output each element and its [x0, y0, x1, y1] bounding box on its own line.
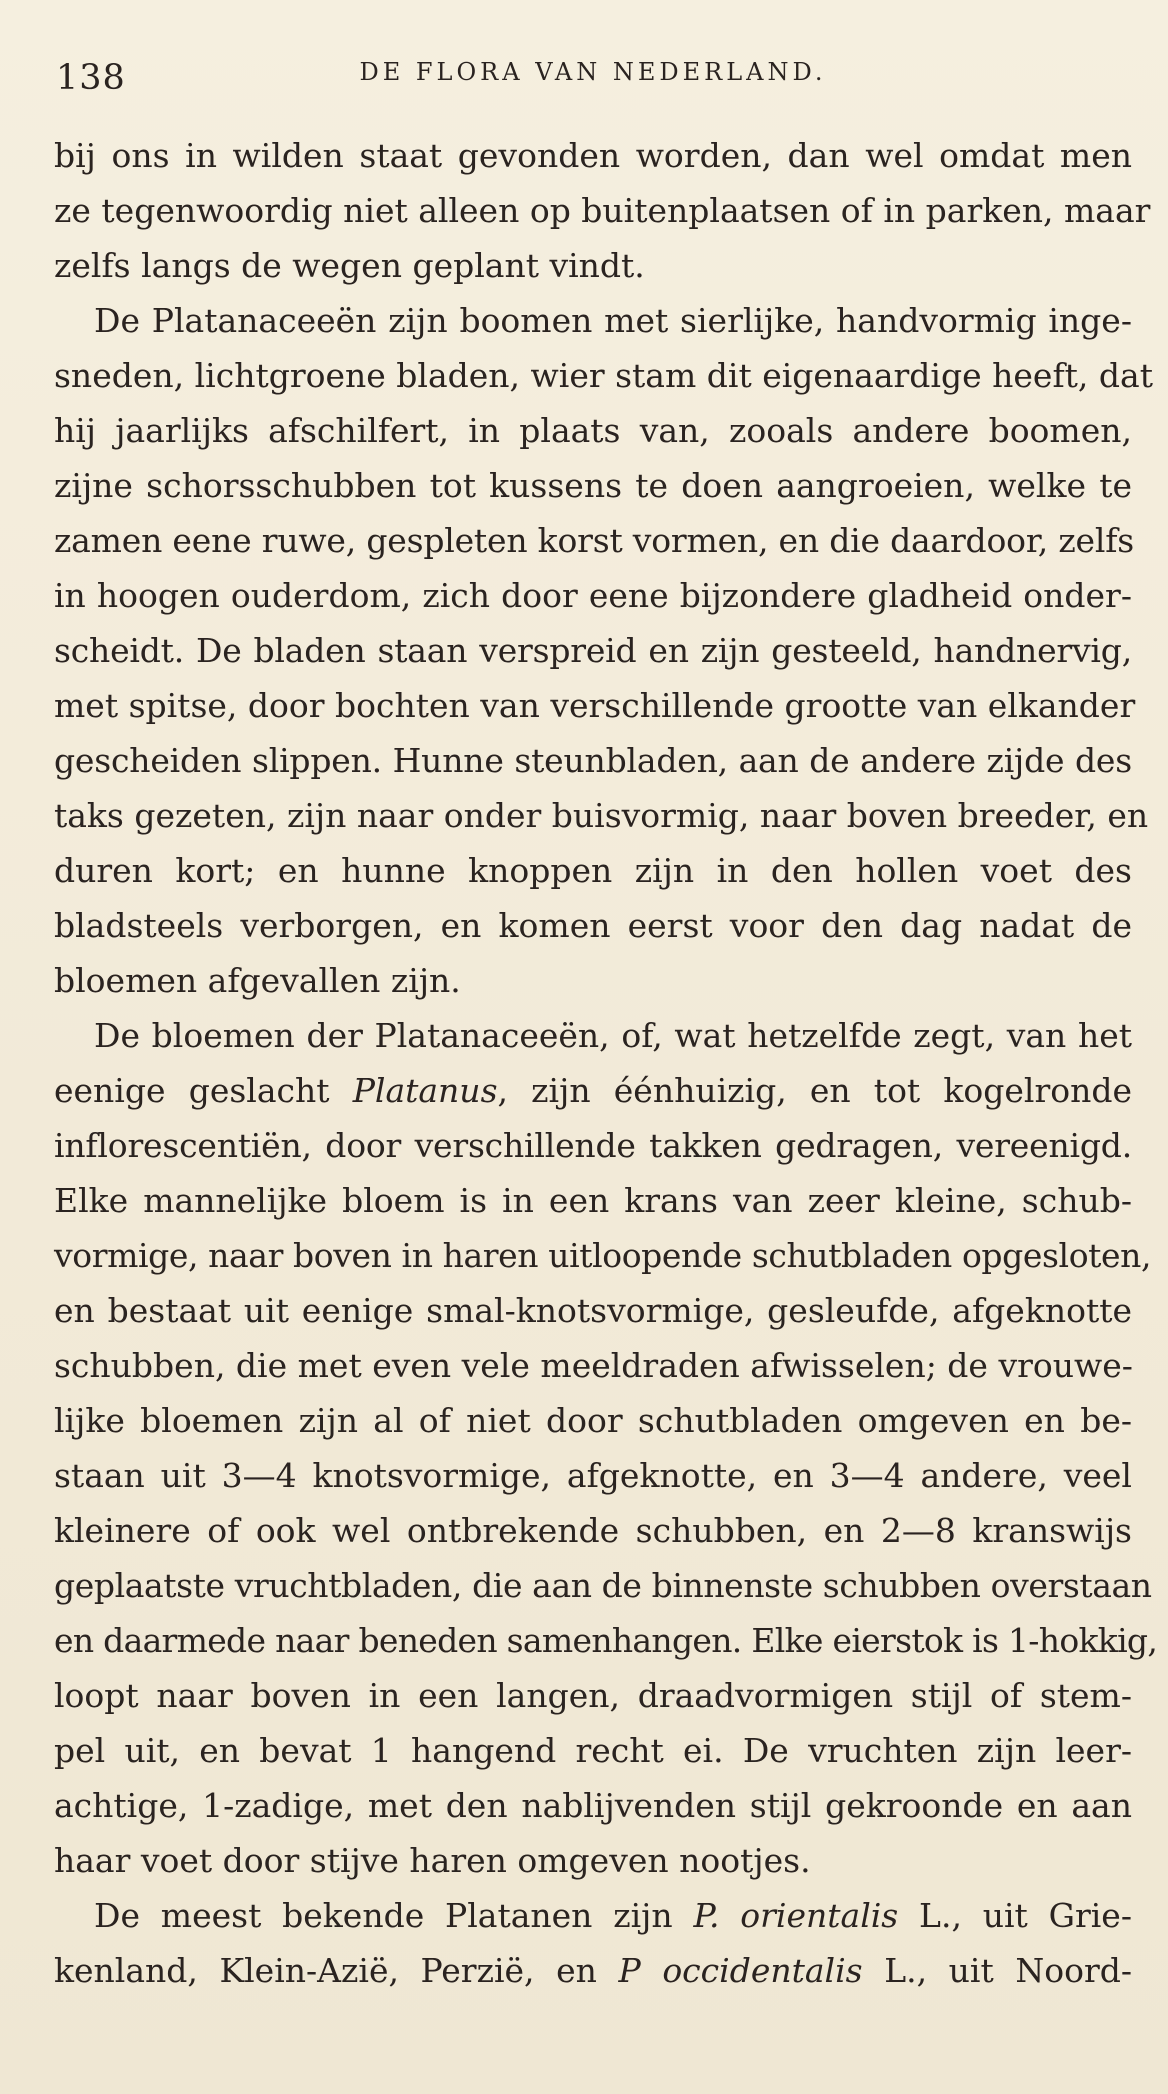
body-text — [54, 128, 1158, 1998]
running-head — [54, 44, 1132, 100]
text-line: zamen eene ruwe, gespleten korst vormen, en die daardoor, zelfs — [54, 521, 1134, 560]
text-line: met spitse, door bochten van verschillende grootte van elkander — [54, 686, 1136, 725]
species-name: P. orientalis — [693, 1896, 899, 1935]
text-line: loopt naar boven in een langen, draadvormigen stijl of stem- — [54, 1676, 1132, 1715]
text-line: lijke bloemen zijn al of niet door schutbladen omgeven en be- — [54, 1401, 1132, 1440]
text-line: gescheiden slippen. Hunne steunbladen, aan de andere zijde des — [54, 741, 1132, 780]
species-name: P occidentalis — [618, 1951, 863, 1990]
text-line: duren kort; en hunne knoppen zijn in den hollen voet des — [54, 851, 1132, 890]
text-fragment: eenige geslacht — [54, 1071, 353, 1110]
text-fragment: kenland, Klein-Azië, Perzië, en — [54, 1951, 619, 1990]
text-line: geplaatste vruchtbladen, die aan de binnenste schubben overstaan — [54, 1566, 1152, 1605]
paragraph-2 — [54, 293, 1153, 1008]
text-line: zelfs langs de wegen geplant vindt. — [54, 246, 645, 285]
text-line: ze tegenwoordig niet alleen op buitenplaatsen of in parken, maar — [54, 191, 1151, 230]
text-line: schubben, die met even vele meeldraden afwisselen; de vrouwe- — [54, 1346, 1133, 1385]
text-fragment: , zijn éénhuizig, en tot kogelronde — [497, 1071, 1132, 1110]
text-line: hij jaarlijks afschilfert, in plaats van, zooals andere boomen, — [54, 411, 1132, 450]
text-line: en daarmede naar beneden samenhangen. Elke eierstok is 1-hokkig, — [54, 1621, 1158, 1660]
page-number: 138 — [56, 58, 126, 98]
text-line: kleinere of ook wel ontbrekende schubben, en 2—8 kranswijs — [54, 1511, 1132, 1550]
text-line: bloemen afgevallen zijn. — [54, 961, 461, 1000]
paragraph-1 — [54, 128, 1151, 293]
text-line: sneden, lichtgroene bladen, wier stam dit eigenaardige heeft, dat — [54, 356, 1153, 395]
text-line: staan uit 3—4 knotsvormige, afgeknotte, en 3—4 andere, veel — [54, 1456, 1132, 1495]
text-line: in hoogen ouderdom, zich door eene bijzondere gladheid onder- — [54, 576, 1132, 615]
text-line: scheidt. De bladen staan verspreid en zijn gesteeld, handnervig, — [54, 631, 1132, 670]
paragraph-3 — [54, 1008, 1158, 1888]
text-line: achtige, 1-zadige, met den nablijvenden stijl gekroonde en aan — [54, 1786, 1132, 1825]
text-line: De bloemen der Platanaceeën, of, wat hetzelfde zegt, van het — [94, 1016, 1132, 1055]
text-line: pel uit, en bevat 1 hangend recht ei. De vruchten zijn leer- — [54, 1731, 1132, 1770]
text-fragment: De meest bekende Platanen zijn — [94, 1896, 694, 1935]
text-line: en bestaat uit eenige smal-knotsvormige, gesleufde, afgeknotte — [54, 1291, 1132, 1330]
text-line: zijne schorsschubben tot kussens te doen aangroeien, welke te — [54, 466, 1132, 505]
text-line: De Platanaceeën zijn boomen met sierlijke, handvormig inge- — [94, 301, 1132, 340]
text-line: inflorescentiën, door verschillende takken gedragen, vereenigd. — [54, 1126, 1132, 1165]
text-line: Elke mannelijke bloem is in een krans van zeer kleine, schub- — [54, 1181, 1132, 1220]
genus-name: Platanus — [352, 1071, 498, 1110]
text-fragment: L., uit Grie- — [898, 1896, 1132, 1935]
text-line — [54, 1888, 1132, 1943]
running-title: DE FLORA VAN NEDERLAND. — [359, 58, 827, 86]
text-line — [54, 1063, 1132, 1118]
text-line: haar voet door stijve haren omgeven nootjes. — [54, 1841, 811, 1880]
text-line: bladsteels verborgen, en komen eerst voor den dag nadat de — [54, 906, 1132, 945]
text-fragment: L., uit Noord- — [862, 1951, 1133, 1990]
text-line — [54, 1943, 1132, 1998]
text-line: bij ons in wilden staat gevonden worden, dan wel omdat men — [54, 136, 1132, 175]
text-line: taks gezeten, zijn naar onder buisvormig, naar boven breeder, en — [54, 796, 1149, 835]
text-line: vormige, naar boven in haren uitloopende schutbladen opgesloten, — [54, 1236, 1152, 1275]
paragraph-4 — [54, 1888, 1132, 1998]
